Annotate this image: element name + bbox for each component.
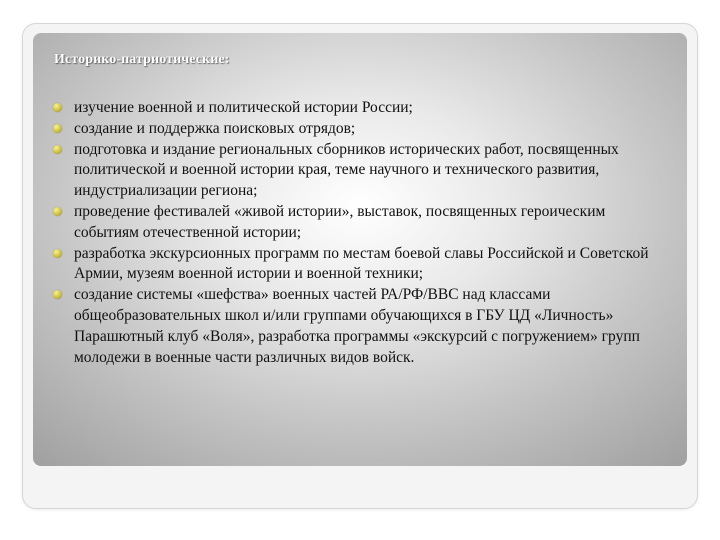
list-item-text: проведение фестивалей «живой истории», выставок, посвященных героическим событиям отечественной истории; xyxy=(74,202,606,241)
bullet-icon xyxy=(53,145,62,154)
list-item xyxy=(52,140,672,202)
list-item xyxy=(52,202,672,244)
list-item xyxy=(52,98,672,119)
bullet-icon xyxy=(53,103,62,112)
list-item-text: изучение военной и политической истории России; xyxy=(74,99,413,116)
list-item xyxy=(52,119,672,140)
bullet-icon xyxy=(53,249,62,258)
bullet-icon xyxy=(53,124,62,133)
list-item xyxy=(52,285,672,368)
bullet-icon xyxy=(53,290,62,299)
list-item-text: подготовка и издание региональных сборников исторических работ, посвященных политической и военной истории края, теме научного и технического развития, индустриализации региона; xyxy=(74,140,619,200)
list-item-text: разработка экскурсионных программ по местам боевой славы Российской и Советской Армии, музеям военной истории и военной техники; xyxy=(74,244,649,283)
list-item xyxy=(52,244,672,286)
bullet-list xyxy=(52,98,672,368)
list-item-text: создание системы «шефства» военных частей РА/РФ/ВВС над классами общеобразовательных школ и/или группами обучающихся в ГБУ ЦД «Личность» Парашютный клуб «Воля», разработка программы «экскурсий с погружением» групп молодежи в военные части различных видов войск. xyxy=(74,286,640,366)
slide-heading: Историко-патриотические: xyxy=(54,52,230,67)
bullet-icon xyxy=(53,207,62,216)
list-item-text: создание и поддержка поисковых отрядов; xyxy=(74,119,356,137)
